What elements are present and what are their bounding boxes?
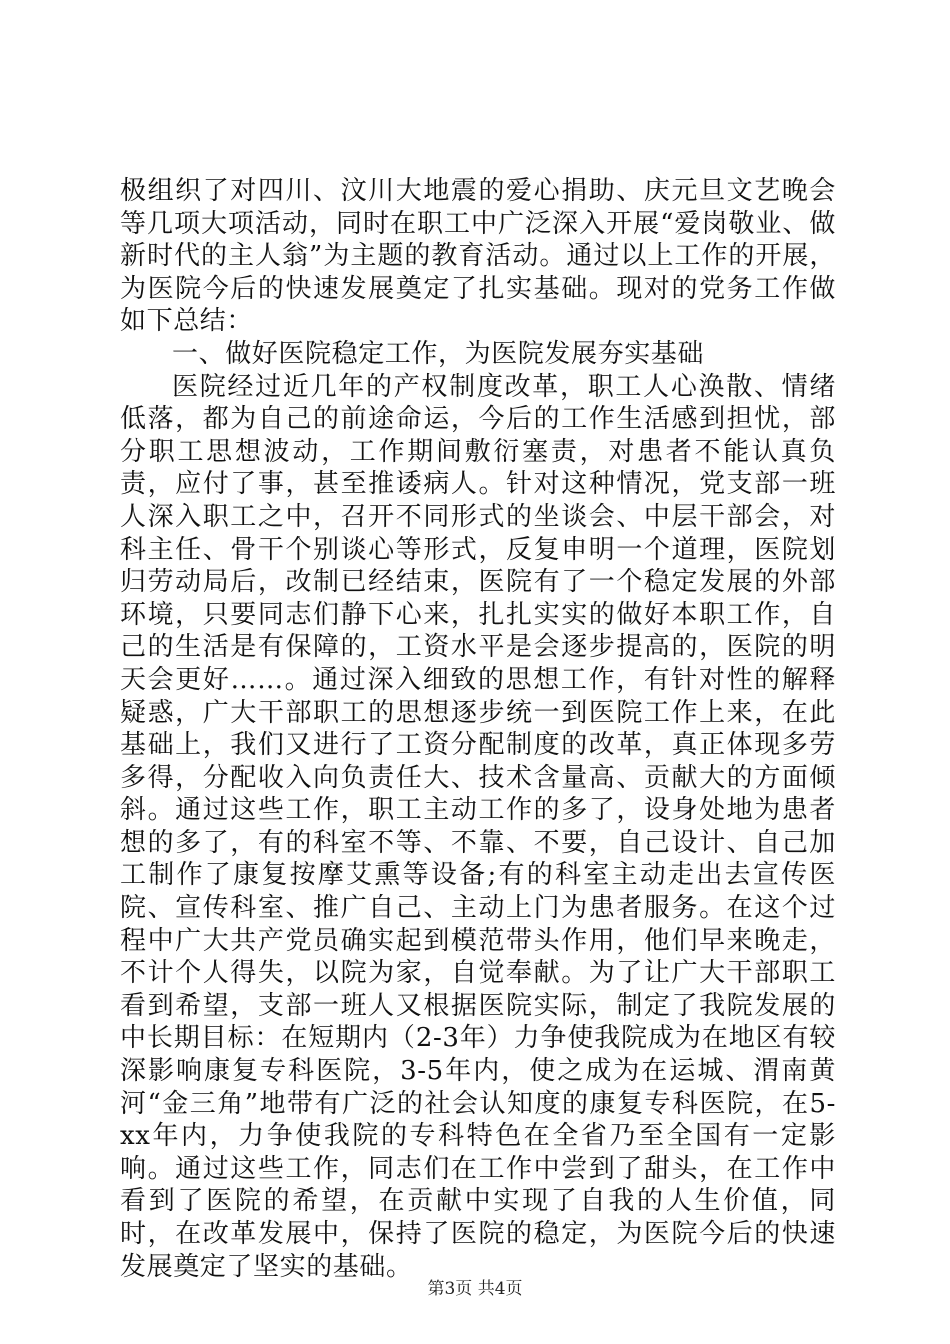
paragraph-body: 医院经过近几年的产权制度改革，职工人心涣散、情绪低落，都为自己的前途命运，今后的工作生活感到担忧，部分职工思想波动，工作期间敷衍塞责，对患者不能认真负责，应付了事，甚至推诿病人。针对这种情况，党支部一班人深入职工之中，召开不同形式的坐谈会、中层干部会，对科主任、骨干个别谈心等形式，反复申明一个道理，医院划归劳动局后，改制已经结束，医院有了一个稳定发展的外部环境，只要同志们静下心来，扎扎实实的做好本职工作，自己的生活是有保障的，工资水平是会逐步提高的，医院的明天会更好……。通过深入细致的思想工作，有针对性的解释疑惑，广大干部职工的思想逐步统一到医院工作上来，在此基础上，我们又进行了工资分配制度的改革，真正体现多劳多得，分配收入向负责任大、技术含量高、贡献大的方面倾斜。通过这些工作，职工主动工作的多了，设身处地为患者想的多了，有的科室不等、不靠、不要，自己设计、自己加工制作了康复按摩艾熏等设备;有的科室主动走出去宣传医院、宣传科室、推广自己、主动上门为患者服务。在这个过程中广大共产党员确实起到模范带头作用，他们早来晚走，不计个人得失，以院为家，自觉奉献。为了让广大干部职工看到希望，支部一班人又根据医院实际，制定了我院发展的中长期目标：在短期内（2-3年）力争使我院成为在地区有较深影响康复专科医院，3-5年内，使之成为在运城、渭南黄河“金三角”地带有广泛的社会认知度的康复专科医院，在5-xx年内，力争使我院的专科特色在全省乃至全国有一定影响。通过这些工作，同志们在工作中尝到了甜头，在工作中看到了医院的希望，在贡献中实现了自我的人生价值，同时，在改革发展中，保持了医院的稳定，为医院今后的快速发展奠定了坚实的基础。 xyxy=(120,371,836,1282)
page-number-footer: 第3页 共4页 xyxy=(427,1279,523,1299)
document-body xyxy=(120,175,836,1283)
paragraph-continuation: 极组织了对四川、汶川大地震的爱心捐助、庆元旦文艺晚会等几项大项活动，同时在职工中广泛深入开展“爱岗敬业、做新时代的主人翁”为主题的教育活动。通过以上工作的开展，为医院今后的快速发展奠定了扎实基础。现对的党务工作做如下总结： xyxy=(120,176,836,337)
section-heading: 一、做好医院稳定工作，为医院发展夯实基础 xyxy=(172,338,705,369)
